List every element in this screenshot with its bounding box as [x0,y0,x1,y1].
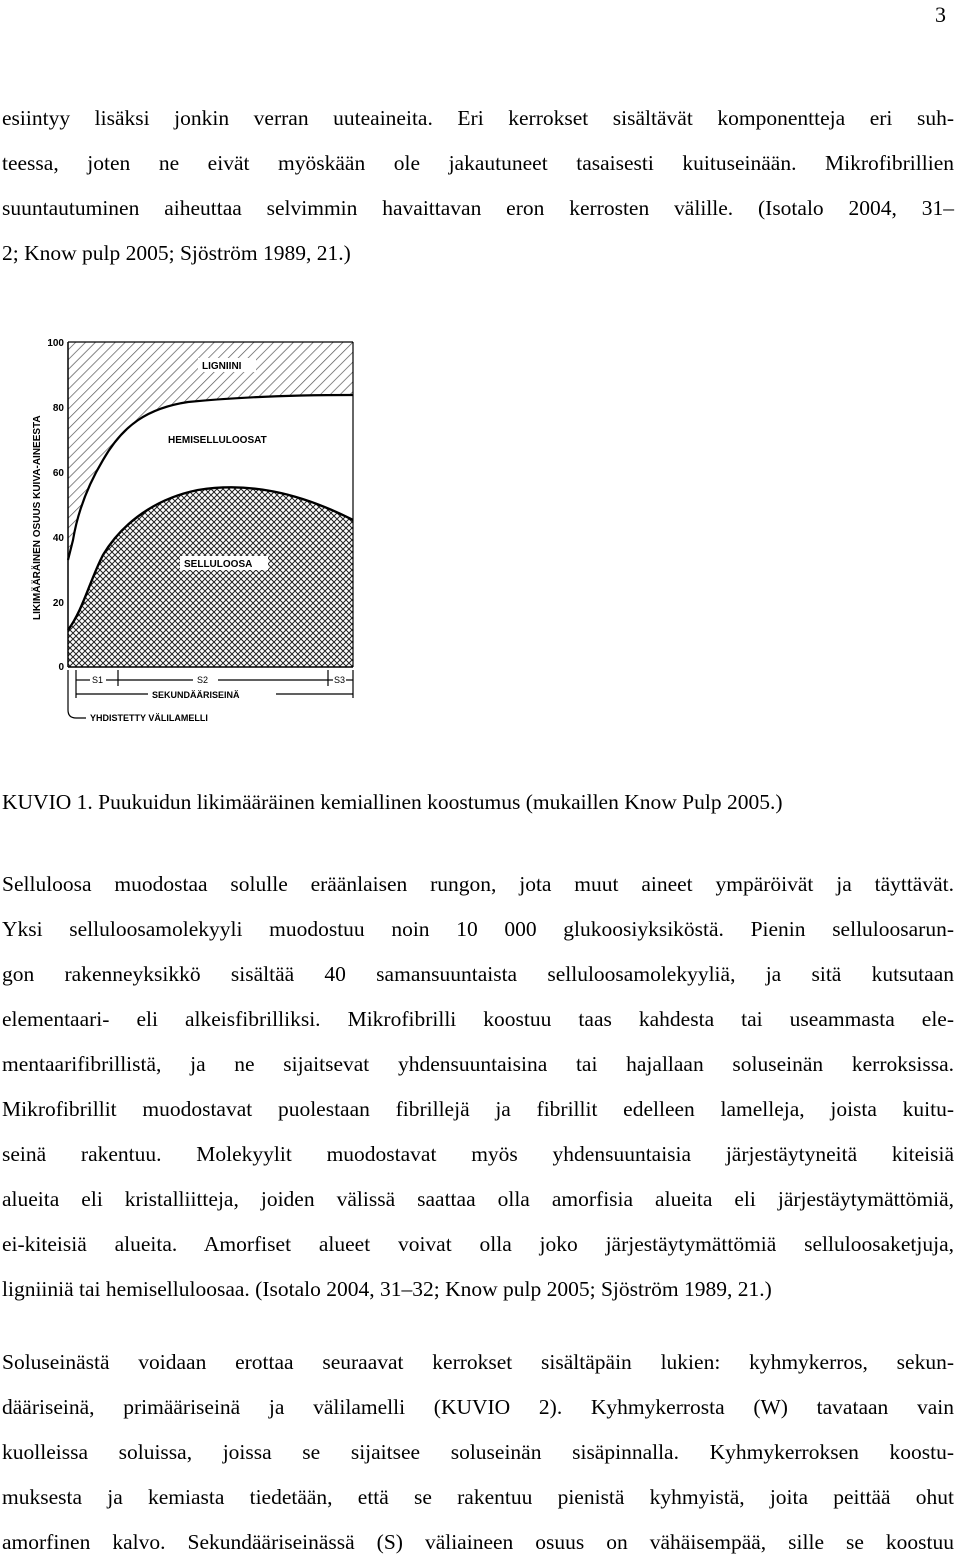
hemicellulose-label: HEMISELLULOOSAT [168,435,267,446]
s1-label: S1 [92,675,104,685]
page-number: 3 [935,2,946,27]
text-line: mentaarifibrillistä, ja ne sijaitsevat yhdensuuntaisina tai hajallaan soluseinän kerroksissa. [2,1052,954,1076]
y-tick: 60 [52,468,64,479]
text-line: alueita eli kristalliitteja, joiden välissä saattaa olla amorfisia alueita eli järjestäytymättömiä, [2,1187,954,1211]
text-line: gon rakenneyksikkö sisältää 40 samansuuntaista selluloosamolekyyliä, ja sitä kutsutaan [2,962,954,986]
s3-label: S3 [334,675,346,685]
text-line: suuntautuminen aiheuttaa selvimmin havaittavan eron kerrosten välille. (Isotalo 2004, 31– [2,196,954,220]
text-line: esiintyy lisäksi jonkin verran uuteaineita. Eri kerrokset sisältävät komponentteja eri suh- [2,106,954,130]
cellulose-label: SELLULOOSA [184,559,253,570]
text-line: ligniiniä tai hemiselluloosaa. (Isotalo 2004, 31–32; Know pulp 2005; Sjöström 1989, 21.) [2,1277,772,1301]
text-line: 2; Know pulp 2005; Sjöström 1989, 21.) [2,241,351,265]
middle-lamella-label: YHDISTETTY VÄLILAMELLI [90,713,208,723]
paragraph-2 [2,862,954,1312]
text-line: Yksi selluloosamolekyyli muodostuu noin 10 000 glukoosiyksiköstä. Pienin selluloosarun- [2,917,954,941]
text-line: seinä rakentuu. Molekyylit muodostavat myös yhdensuuntaisia järjestäytyneitä kiteisiä [2,1142,954,1166]
text-line: ei-kiteisiä alueita. Amorfiset alueet voivat olla joko järjestäytymättömiä selluloosaketjuja, [2,1232,954,1256]
text-line: amorfinen kalvo. Sekundääriseinässä (S) väliaineen osuus on vähäisempää, sille se koostuu [2,1530,954,1554]
y-tick: 80 [52,403,64,414]
y-tick: 0 [58,662,64,673]
text-line: teessa, joten ne eivät myöskään ole jakautuneet tasaisesti kuituseinään. Mikrofibrillien [2,151,954,175]
composition-figure [28,330,368,730]
text-line: elementaari- eli alkeisfibrilliksi. Mikrofibrilli koostuu taas kahdesta tai useammasta ele- [2,1007,954,1031]
text-line: Mikrofibrillit muodostavat puolestaan fibrillejä ja fibrillit edelleen lamelleja, joista kuitu- [2,1097,954,1121]
paragraph-1 [2,96,954,276]
y-axis-label: LIKIMÄÄRÄINEN OSUUS KUIVA-AINEESTA [32,415,43,620]
text-line: Selluloosa muodostaa solulle eräänlaisen rungon, jota muut aineet ympäröivät ja täyttävät. [2,872,954,896]
paragraph-3 [2,1340,954,1565]
text-line: kuolleissa soluissa, joissa se sijaitsee soluseinän sisäpinnalla. Kyhmykerroksen koostu- [2,1440,954,1464]
figure-caption: KUVIO 1. Puukuidun likimääräinen kemiallinen koostumus (mukaillen Know Pulp 2005.) [2,790,783,814]
y-tick: 20 [52,598,64,609]
text-line: Soluseinästä voidaan erottaa seuraavat kerrokset sisältäpäin lukien: kyhmykerros, sekun- [2,1350,954,1374]
cellulose-region [68,487,353,667]
y-tick: 100 [47,338,64,349]
secondary-wall-label: SEKUNDÄÄRISEINÄ [152,690,240,700]
text-line: muksesta ja kemiasta tiedetään, että se rakentuu pienistä kyhmyistä, joita peittää ohut [2,1485,954,1509]
text-line: dääriseinä, primääriseinä ja välilamelli (KUVIO 2). Kyhmykerrosta (W) tavataan vain [2,1395,954,1419]
y-tick: 40 [52,533,64,544]
lignin-label: LIGNIINI [202,361,242,372]
s2-label: S2 [197,675,209,685]
